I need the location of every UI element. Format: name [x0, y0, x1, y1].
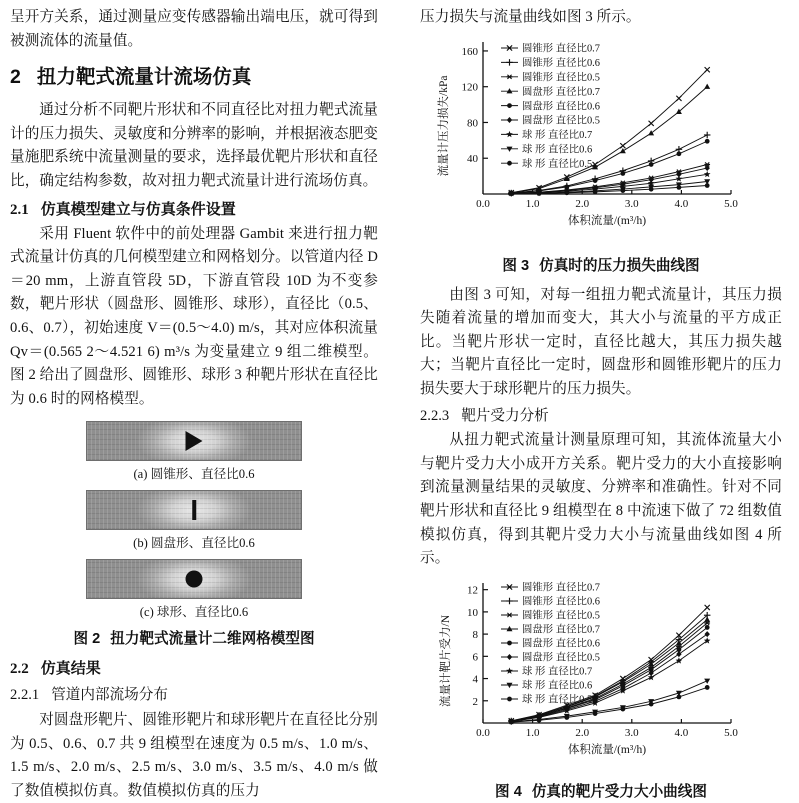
subsection-number: 2.1 [10, 201, 29, 218]
svg-text:3.0: 3.0 [624, 726, 639, 739]
svg-text:圆锥形 直径比0.5: 圆锥形 直径比0.5 [521, 610, 600, 622]
svg-text:体积流量/(m³/h): 体积流量/(m³/h) [567, 214, 646, 227]
svg-text:体积流量/(m³/h): 体积流量/(m³/h) [567, 743, 646, 756]
disk-target-icon [192, 500, 196, 520]
svg-text:5.0: 5.0 [723, 726, 738, 739]
svg-text:圆盘形 直径比0.6: 圆盘形 直径比0.6 [521, 100, 600, 112]
svg-text:4.0: 4.0 [674, 197, 688, 210]
svg-text:圆锥形 直径比0.6: 圆锥形 直径比0.6 [521, 57, 600, 69]
svg-text:圆锥形 直径比0.6: 圆锥形 直径比0.6 [521, 596, 600, 608]
svg-text:1.0: 1.0 [525, 726, 539, 739]
figure-4-number: 图 4 [495, 783, 522, 800]
figure-3-number: 图 3 [502, 257, 530, 274]
svg-text:6: 6 [472, 651, 478, 664]
svg-text:圆盘形 直径比0.5: 圆盘形 直径比0.5 [521, 652, 600, 664]
svg-text:160: 160 [461, 45, 478, 58]
figure-4-caption [420, 781, 782, 803]
svg-text:球 形 直径比0.5: 球 形 直径比0.5 [521, 694, 592, 706]
subsubsection-heading-2-2-3 [420, 405, 782, 429]
subsection-number-2-2: 2.2 [10, 661, 29, 678]
left-column [10, 6, 390, 799]
svg-text:流量计压力损失/kPa: 流量计压力损失/kPa [437, 75, 450, 177]
ball-target-icon [186, 571, 203, 588]
svg-text:8: 8 [472, 628, 478, 641]
svg-text:10: 10 [466, 606, 478, 619]
mesh-image-cone [86, 421, 302, 461]
svg-text:圆锥形 直径比0.7: 圆锥形 直径比0.7 [521, 582, 600, 594]
figure-4 [420, 575, 782, 803]
paragraph-continuation-top: 呈开方关系，通过测量应变传感器输出端电压，就可得到被测流体的流量值。 [10, 9, 378, 49]
svg-text:圆盘形 直径比0.6: 圆盘形 直径比0.6 [521, 638, 600, 650]
subsubsection-title-2-2-1: 管道内部流场分布 [51, 687, 168, 704]
section-number: 2 [10, 66, 21, 89]
svg-text:2.0: 2.0 [574, 726, 589, 739]
svg-text:球 形 直径比0.6: 球 形 直径比0.6 [521, 680, 592, 692]
svg-text:0.0: 0.0 [475, 726, 490, 739]
figure-4-caption-text: 仿真的靶片受力大小曲线图 [531, 783, 707, 800]
svg-text:4.0: 4.0 [674, 726, 688, 739]
svg-text:12: 12 [466, 584, 478, 597]
svg-text:球 形 直径比0.7: 球 形 直径比0.7 [521, 129, 592, 141]
svg-text:圆锥形 直径比0.7: 圆锥形 直径比0.7 [521, 43, 600, 55]
svg-text:圆锥形 直径比0.5: 圆锥形 直径比0.5 [521, 72, 600, 84]
paragraph-right-top: 压力损失与流量曲线如图 3 所示。 [420, 9, 641, 25]
svg-text:圆盘形 直径比0.5: 圆盘形 直径比0.5 [521, 115, 600, 127]
svg-text:1.0: 1.0 [525, 197, 539, 210]
svg-text:3.0: 3.0 [624, 197, 639, 210]
figure-2 [10, 421, 378, 650]
mesh-image-ball-wrapper [10, 559, 378, 599]
svg-text:流量计靶片受力/N: 流量计靶片受力/N [439, 614, 452, 707]
figure-2-caption [10, 628, 378, 650]
subsection-title-2-2: 仿真结果 [40, 660, 101, 678]
figure-3-chart [429, 34, 774, 249]
figure-4-chart [429, 575, 774, 775]
mesh-image-ball [86, 559, 302, 599]
mesh-image-disk-wrapper [10, 490, 378, 530]
svg-text:圆盘形 直径比0.7: 圆盘形 直径比0.7 [521, 624, 600, 636]
chart-legend [501, 580, 600, 705]
figure-2-number: 图 2 [73, 631, 101, 648]
figure-2-caption-text: 扭力靶式流量计二维网格模型图 [110, 631, 315, 648]
mesh-image-disk [86, 490, 302, 530]
paragraph-section2-2-3: 从扭力靶式流量计测量原理可知，其流体流量大小与靶片受力大小成开方关系。靶片受力的大小直接影响到流量测量结果的灵敏度、分辨率和准确性。针对不同靶片形状和直径比 9 组模型在 8 中流速下做了 72 组数值模拟仿真，得到其靶片受力大小与流量曲线如图 4 所示。 [420, 432, 782, 567]
svg-text:圆盘形 直径比0.7: 圆盘形 直径比0.7 [521, 86, 600, 98]
svg-text:球 形 直径比0.6: 球 形 直径比0.6 [521, 144, 592, 156]
figure-3 [420, 34, 782, 277]
section-title-text: 扭力靶式流量计流场仿真 [36, 66, 252, 89]
right-column [402, 6, 782, 800]
subsection-heading-2-2 [10, 657, 378, 681]
paragraph-section2-2-1: 对圆盘形靶片、圆锥形靶片和球形靶片在直径比分别为 0.5、0.6、0.7 共 9 组模型在速度为 0.5 m/s、1.0 m/s、1.5 m/s、2.0 m/s、2.5 m/s、3.0 m/s、3.5 m/s、4.0 m/s 做了数值模拟仿真。数值模拟仿真的压力 [10, 711, 378, 799]
paragraph-section2-intro: 通过分析不同靶片形状和不同直径比对扭力靶式流量计的压力损失、灵敏度和分辨率的影响，并根据液态肥变量施肥系统中流量测量的要求，选择最优靶片形状和直径比，确定结构参数，故对扭力靶式流量计进行流场仿真。 [10, 102, 378, 189]
paragraph-section2-1: 采用 Fluent 软件中的前处理器 Gambit 来进行扭力靶式流量计仿真的几何模型建立和网格划分。以管道内径 D＝20 mm，上游直管段 5D，下游直管段 10D 为不变参数，靶片形状（圆盘形、圆锥形、球形），直径比（0.5、0.6、0.7），初始速度 V＝(0.5～4.0) m/s，其对应体积流量 Qv＝(0.565 2～4.521 6) m³/s 为变量建立 9 组二维模型。图 2 给出了圆盘形、圆锥形、球形 3 种靶片形状在直径比为 0.6 时的网格模型。 [10, 225, 378, 407]
svg-text:40: 40 [466, 152, 478, 165]
svg-text:2.0: 2.0 [574, 197, 589, 210]
mesh-image-cone-wrapper [10, 421, 378, 461]
figure-2-subcaption-b: (b) 圆盘形、直径比0.6 [133, 536, 255, 551]
column-gutter [390, 6, 402, 715]
svg-text:5.0: 5.0 [723, 197, 738, 210]
subsection-heading-2-1 [10, 198, 378, 222]
figure-3-caption [420, 255, 782, 277]
figure-2-subcaption-c: (c) 球形、直径比0.6 [139, 605, 249, 620]
paragraph-figure3-analysis: 由图 3 可知，对每一组扭力靶式流量计，其压力损失随着流量的增加而变大，其大小与流量的平方成正比。当靶片形状一定时，直径比越大，其压力损失越大；当靶片直径比一定时，圆盘形和圆锥形靶片的压力损失要大于球形靶片的压力损失。 [420, 286, 782, 397]
subsubsection-number-2-2-1: 2.2.1 [10, 687, 40, 704]
subsubsection-heading-2-2-1 [10, 684, 378, 708]
svg-text:球 形 直径比0.7: 球 形 直径比0.7 [521, 666, 592, 678]
figure-3-caption-text: 仿真时的压力损失曲线图 [539, 257, 700, 274]
svg-text:4: 4 [472, 673, 478, 686]
svg-text:0.0: 0.0 [475, 197, 490, 210]
svg-text:120: 120 [461, 81, 478, 94]
svg-text:2: 2 [472, 695, 478, 708]
svg-text:80: 80 [466, 117, 478, 130]
chart-legend [501, 41, 600, 169]
section-heading-2 [10, 64, 378, 90]
subsubsection-title-2-2-3: 靶片受力分析 [461, 407, 549, 424]
figure-2-subcaption-a: (a) 圆锥形、直径比0.6 [133, 467, 255, 482]
cone-target-icon [186, 431, 203, 451]
svg-text:球 形 直径比0.5: 球 形 直径比0.5 [521, 158, 592, 170]
subsubsection-number-2-2-3: 2.2.3 [420, 407, 450, 424]
subsection-title-text: 仿真模型建立与仿真条件设置 [40, 200, 236, 218]
